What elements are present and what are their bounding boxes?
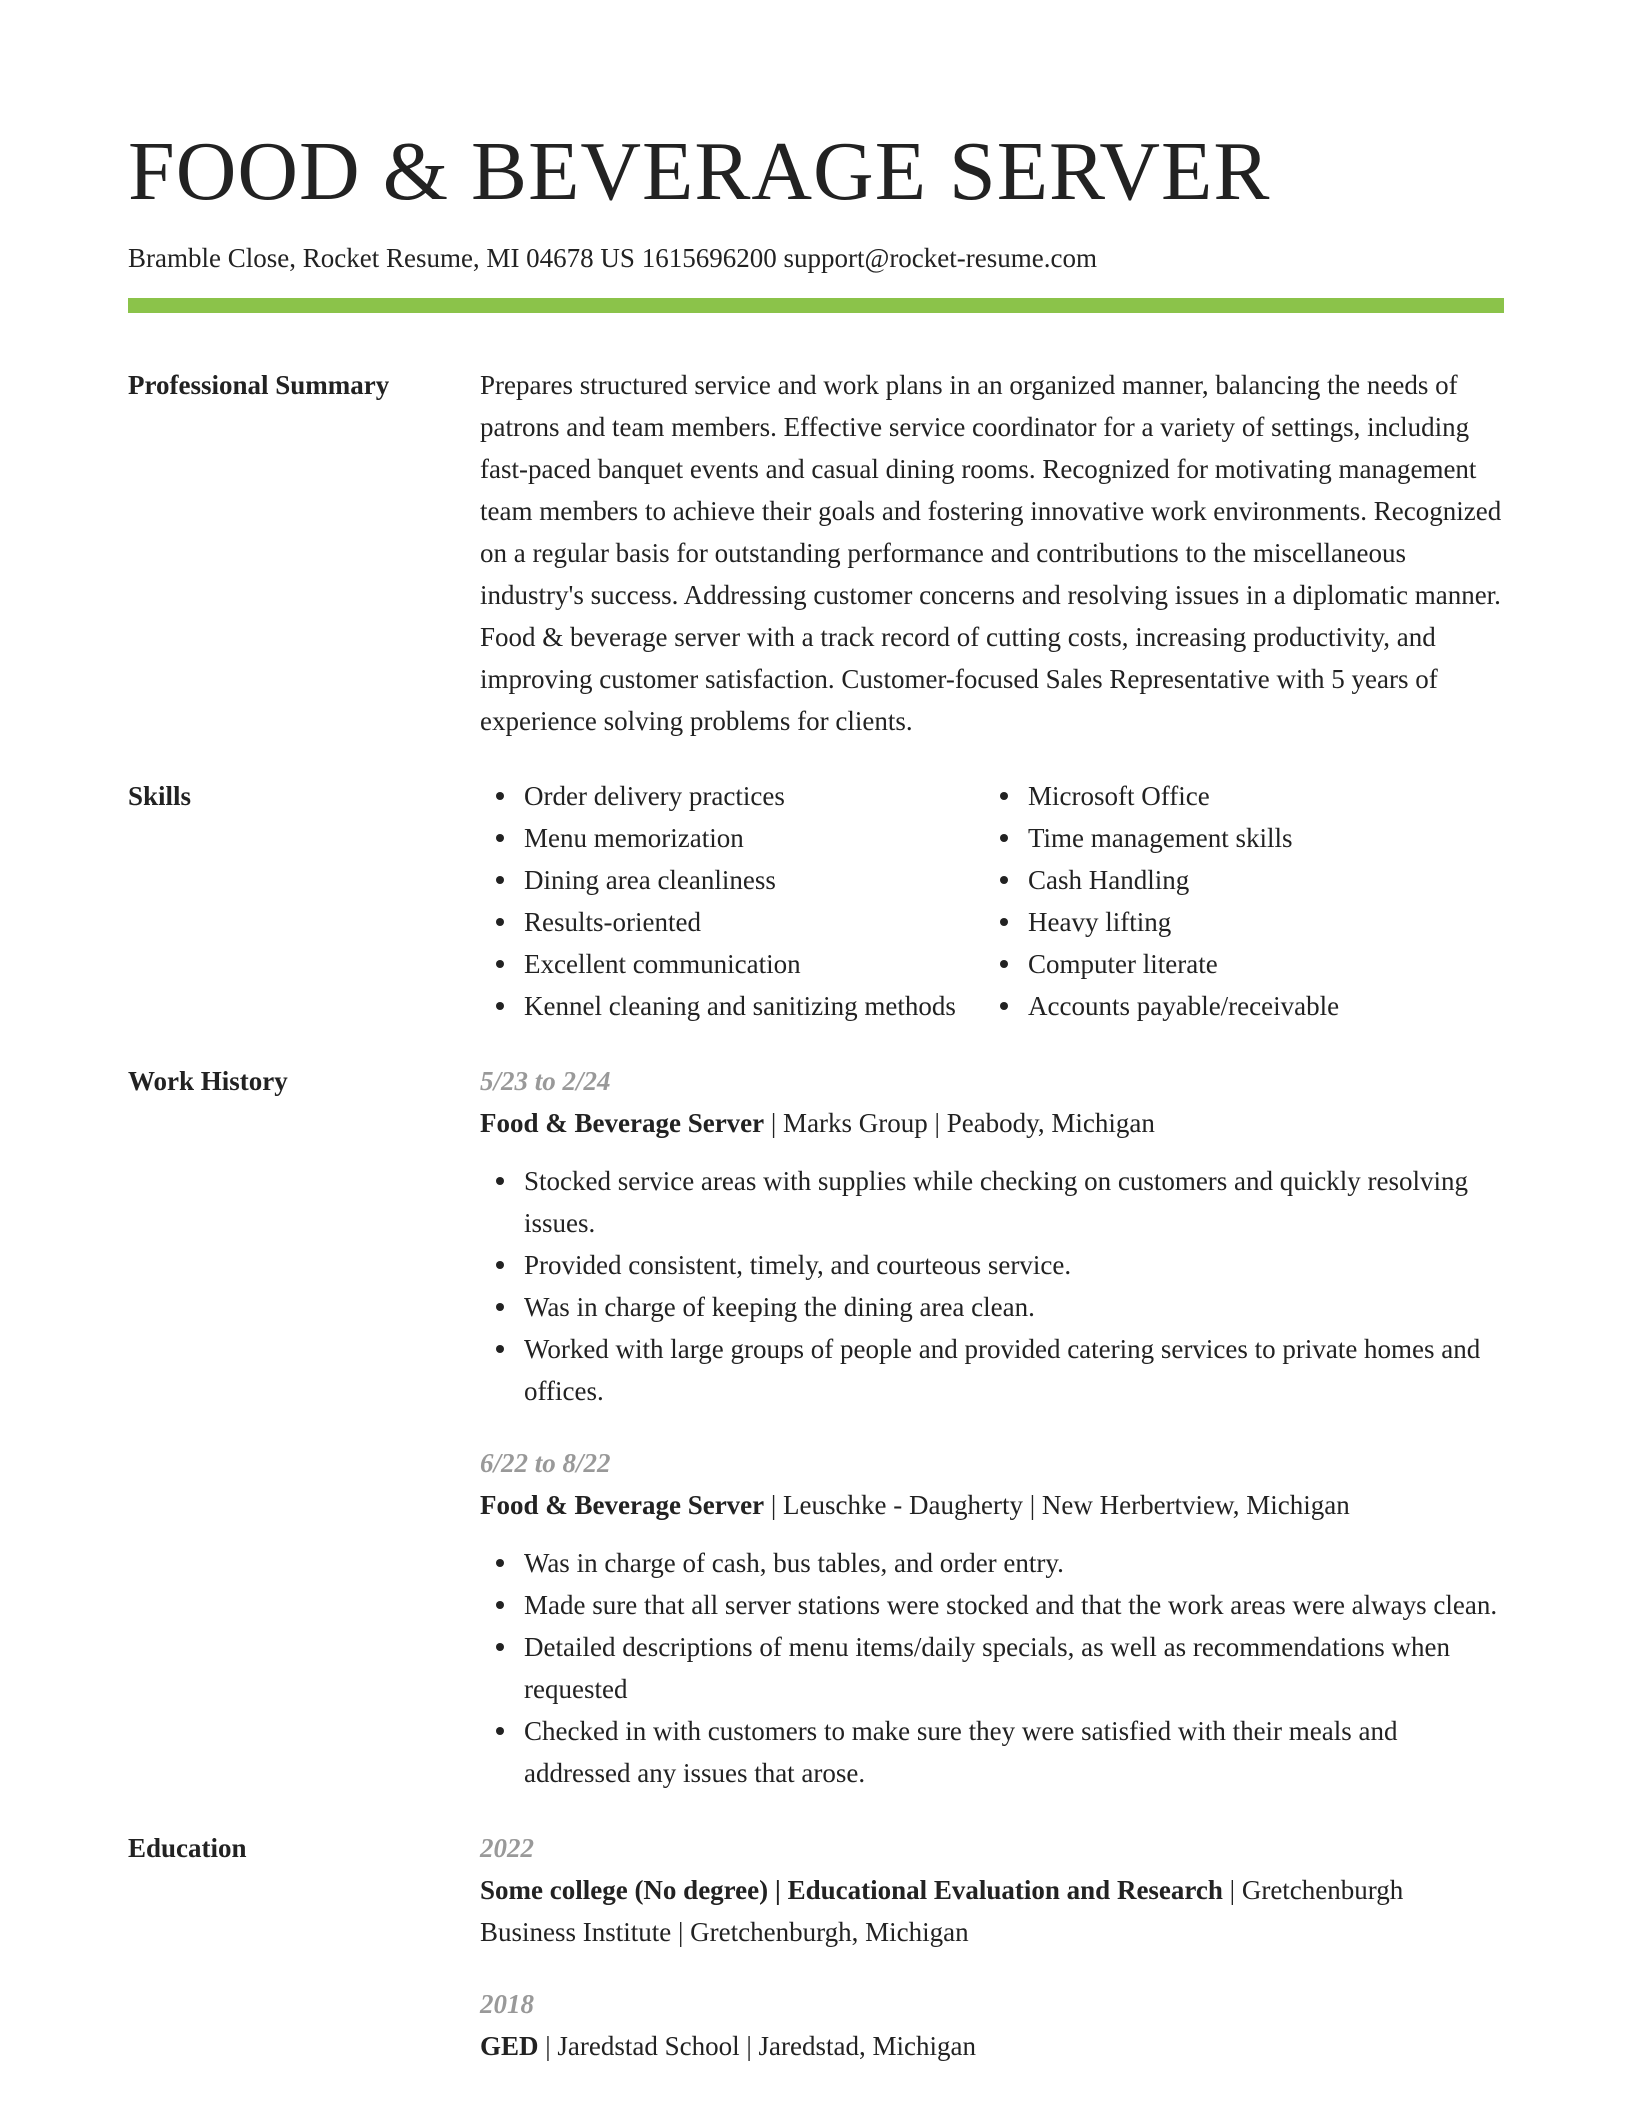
job-bullets bbox=[480, 1160, 1504, 1412]
work-history-section bbox=[128, 1060, 1504, 1794]
job-bullet: Checked in with customers to make sure they were satisfied with their meals and addressed any issues that arose. bbox=[480, 1710, 1504, 1794]
job-title: Food & Beverage Server bbox=[480, 1108, 765, 1138]
job-bullet: Made sure that all server stations were stocked and that the work areas were always clean. bbox=[480, 1584, 1504, 1626]
summary-section bbox=[128, 364, 1504, 742]
job-employer-location: | Marks Group | Peabody, Michigan bbox=[764, 1108, 1155, 1138]
job-bullet: Provided consistent, timely, and courteous service. bbox=[480, 1244, 1504, 1286]
skill-item: Computer literate bbox=[984, 943, 1504, 985]
job-title: Food & Beverage Server bbox=[480, 1490, 765, 1520]
job-bullet: Was in charge of cash, bus tables, and order entry. bbox=[480, 1542, 1504, 1584]
accent-rule bbox=[128, 298, 1504, 313]
education-heading bbox=[480, 2025, 1504, 2067]
section-label-education: Education bbox=[128, 1833, 247, 1863]
section-label-summary: Professional Summary bbox=[128, 370, 390, 400]
education-entry bbox=[480, 1983, 1504, 2067]
skill-item: Cash Handling bbox=[984, 859, 1504, 901]
section-label-skills: Skills bbox=[128, 781, 192, 811]
job-entry bbox=[480, 1060, 1504, 1412]
education-year: 2022 bbox=[480, 1833, 534, 1863]
job-bullets bbox=[480, 1542, 1504, 1794]
skill-item: Time management skills bbox=[984, 817, 1504, 859]
resume-page bbox=[128, 0, 1504, 2067]
contact-email[interactable]: support@rocket-resume.com bbox=[783, 243, 1097, 273]
skill-item: Kennel cleaning and sanitizing methods bbox=[480, 985, 984, 1027]
skill-item: Results-oriented bbox=[480, 901, 984, 943]
job-bullet: Worked with large groups of people and provided catering services to private homes and offices. bbox=[480, 1328, 1504, 1412]
education-school-location: | Jaredstad School | Jaredstad, Michigan bbox=[538, 2031, 976, 2061]
job-employer-location: | Leuschke - Daugherty | New Herbertview, Michigan bbox=[764, 1490, 1350, 1520]
job-bullet: Was in charge of keeping the dining area clean. bbox=[480, 1286, 1504, 1328]
skills-list-left bbox=[480, 775, 984, 1027]
summary-text: Prepares structured service and work plans in an organized manner, balancing the needs of patrons and team members. Effective service coordinator for a variety of settings, including fast-paced banquet events and casual dining rooms. Recognized for motivating management team members to achieve their goals and fostering innovative work environments. Recognized on a regular basis for outstanding performance and contributions to the miscellaneous industry's success. Addressing customer concerns and resolving issues in a diplomatic manner. Food & beverage server with a track record of cutting costs, increasing productivity, and improving customer satisfaction. Customer-focused Sales Representative with 5 years of experience solving problems for clients. bbox=[480, 370, 1502, 736]
job-dates: 5/23 to 2/24 bbox=[480, 1066, 611, 1096]
job-heading bbox=[480, 1484, 1504, 1526]
contact-address: Bramble Close, Rocket Resume, MI 04678 US bbox=[128, 243, 635, 273]
education-body bbox=[480, 1827, 1504, 2067]
resume-header bbox=[128, 0, 1504, 313]
job-heading bbox=[480, 1102, 1504, 1144]
skill-item: Order delivery practices bbox=[480, 775, 984, 817]
job-dates: 6/22 to 8/22 bbox=[480, 1448, 611, 1478]
section-label-work-history: Work History bbox=[128, 1066, 288, 1096]
education-entry bbox=[480, 1827, 1504, 1953]
job-bullet: Detailed descriptions of menu items/daily specials, as well as recommendations when requested bbox=[480, 1626, 1504, 1710]
education-degree: Some college (No degree) | Educational Evaluation and Research bbox=[480, 1875, 1223, 1905]
skill-item: Microsoft Office bbox=[984, 775, 1504, 817]
skills-list-right bbox=[984, 775, 1504, 1027]
skill-item: Menu memorization bbox=[480, 817, 984, 859]
contact-phone: 1615696200 bbox=[641, 243, 777, 273]
education-heading bbox=[480, 1869, 1504, 1953]
skills-section bbox=[128, 775, 1504, 1027]
skills-grid bbox=[480, 775, 1504, 1027]
education-section bbox=[128, 1827, 1504, 2067]
skill-item: Excellent communication bbox=[480, 943, 984, 985]
job-bullet: Stocked service areas with supplies while checking on customers and quickly resolving issues. bbox=[480, 1160, 1504, 1244]
skill-item: Dining area cleanliness bbox=[480, 859, 984, 901]
skill-item: Accounts payable/receivable bbox=[984, 985, 1504, 1027]
education-year: 2018 bbox=[480, 1989, 534, 2019]
education-school-location: | Gretchenburgh Business Institute | Gretchenburgh, Michigan bbox=[480, 1875, 1404, 1947]
skill-item: Heavy lifting bbox=[984, 901, 1504, 943]
work-history-body bbox=[480, 1060, 1504, 1794]
summary-body bbox=[480, 364, 1504, 742]
job-entry bbox=[480, 1442, 1504, 1794]
contact-line bbox=[128, 240, 1504, 276]
education-degree: GED bbox=[480, 2031, 539, 2061]
candidate-name: FOOD & BEVERAGE SERVER bbox=[128, 125, 1271, 218]
